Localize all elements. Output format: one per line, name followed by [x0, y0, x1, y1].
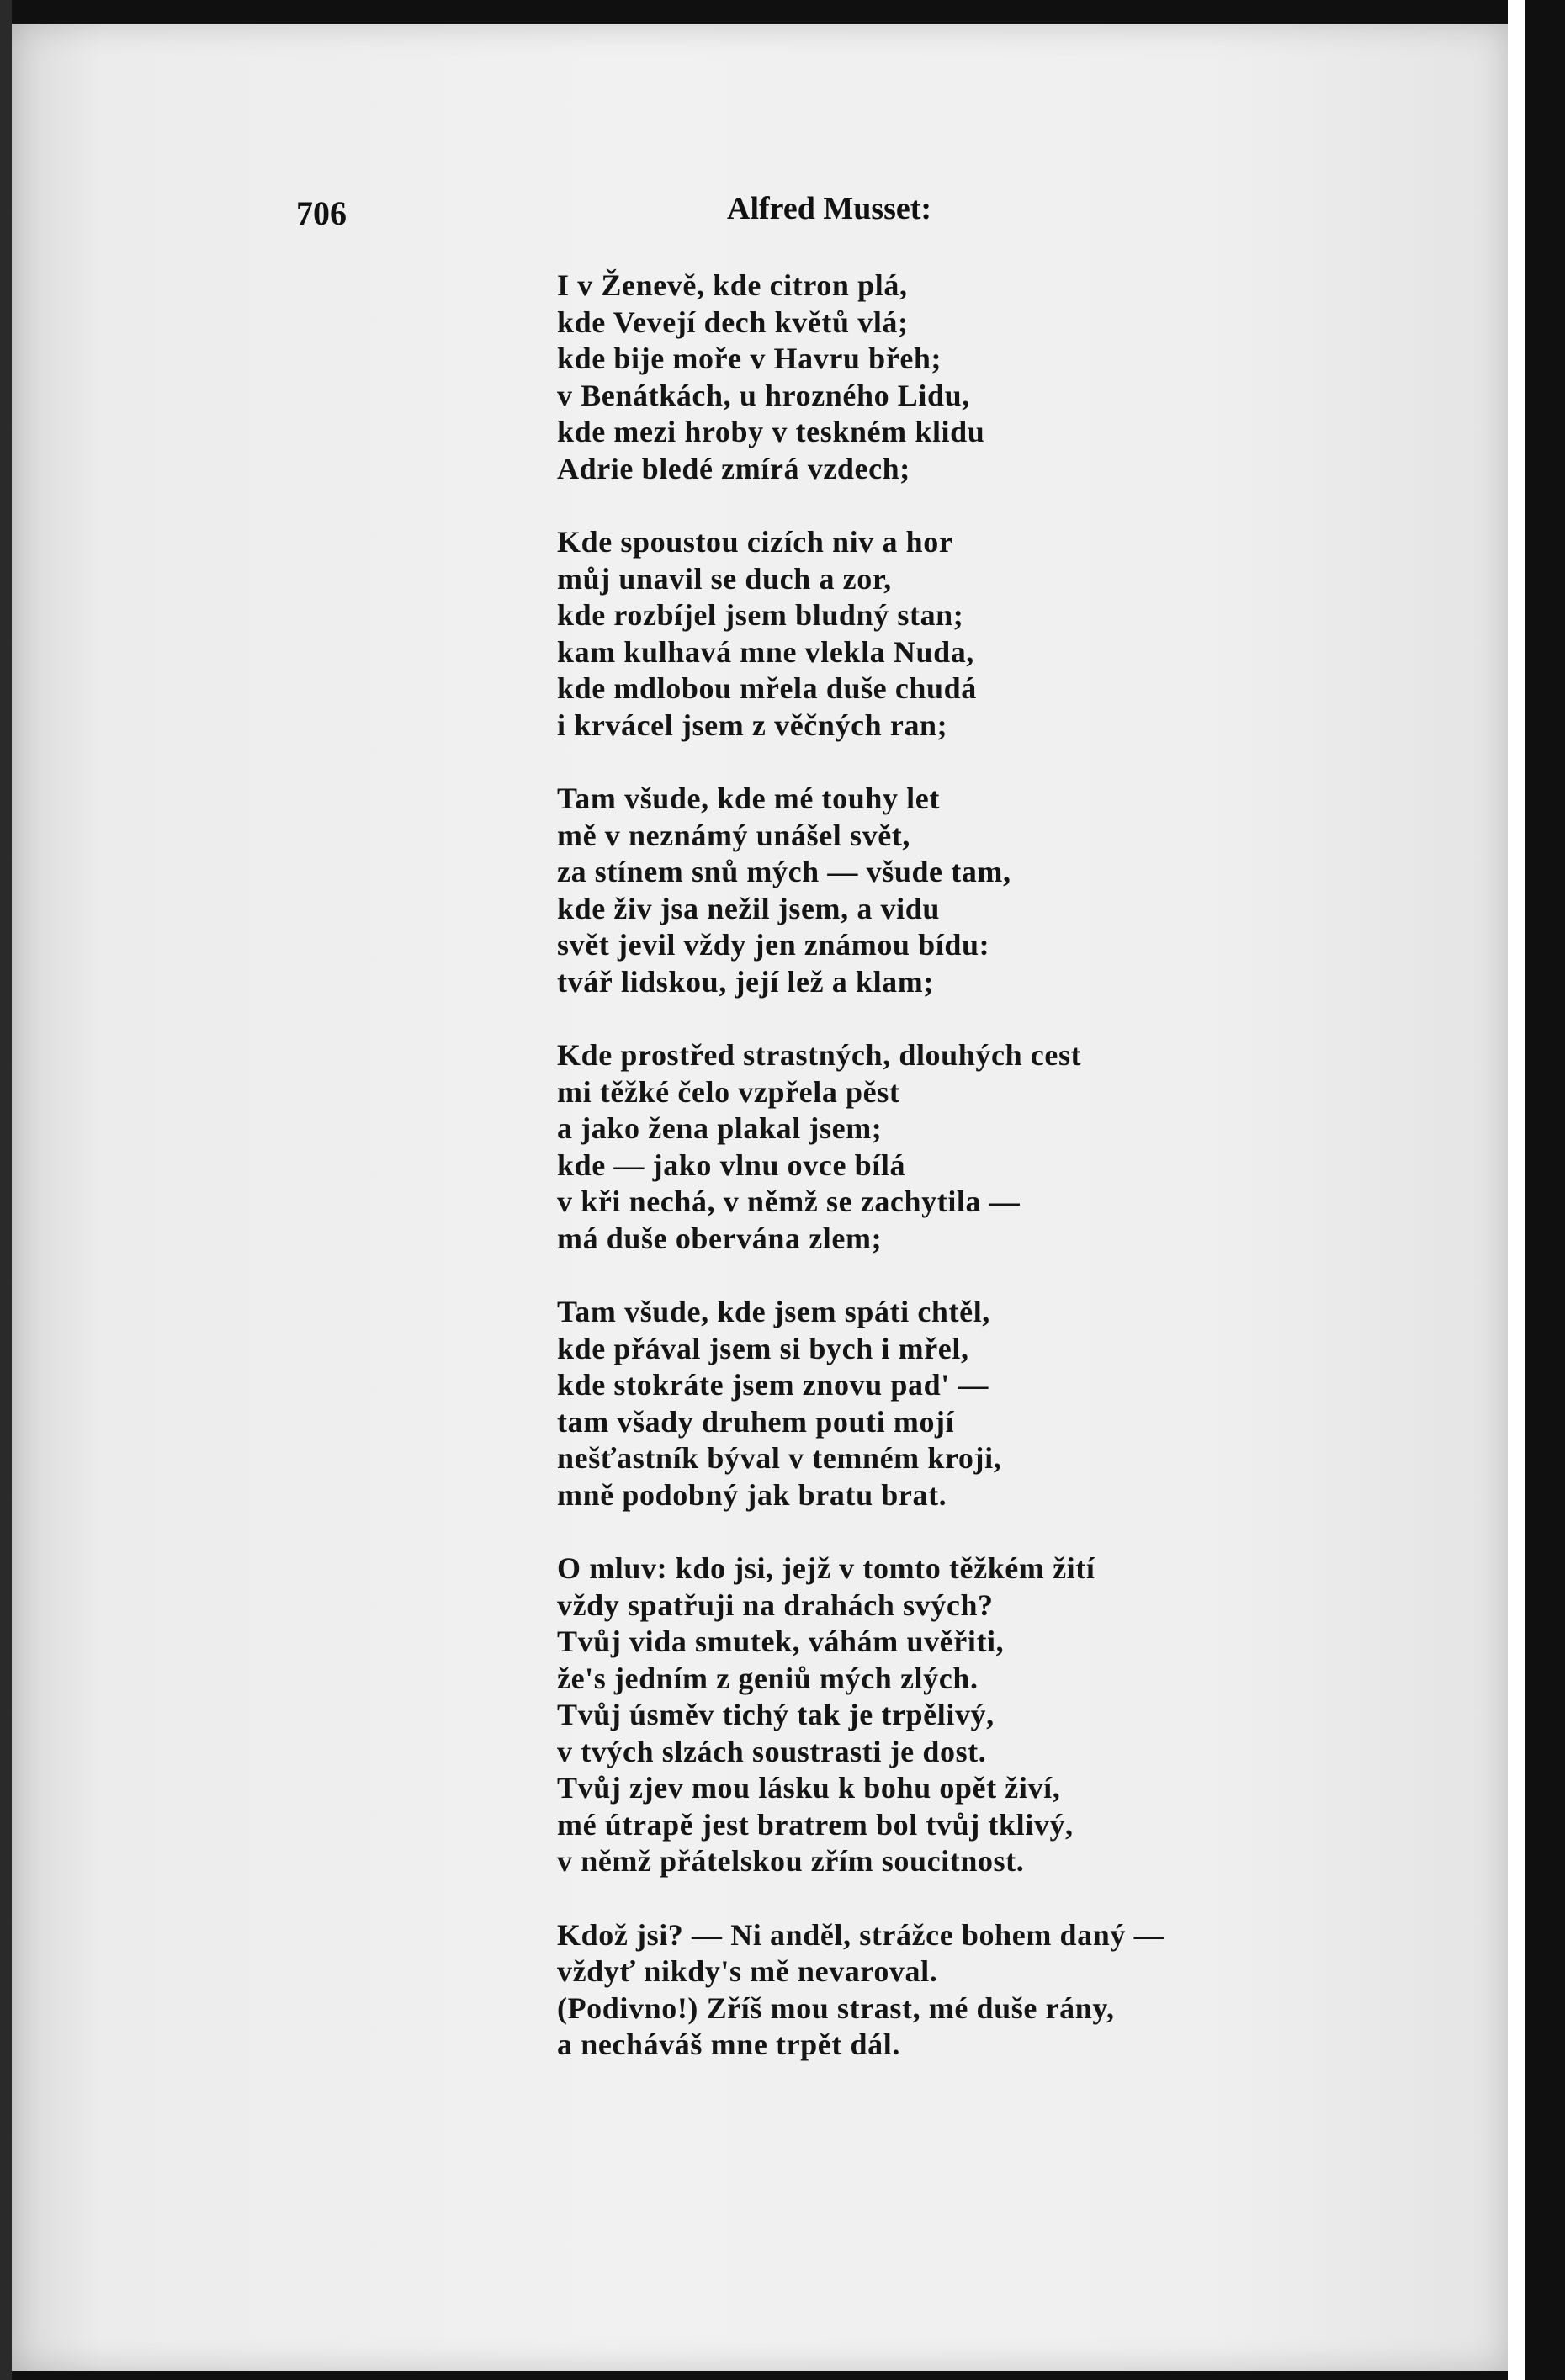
poem-line: kde bije moře v Havru břeh; — [557, 342, 942, 375]
poem-line: mě v neznámý unášel svět, — [557, 818, 910, 852]
poem-line: Tvůj vida smutek, váhám uvěřiti, — [557, 1625, 1005, 1658]
poem-line: kde stokráte jsem znovu pad' — — [557, 1368, 989, 1402]
poem-line: Kde spoustou cizích niv a hor — [557, 525, 953, 559]
stanza-3 — [557, 781, 1314, 1000]
poem-text — [557, 268, 1314, 2101]
stanza-6 — [557, 1550, 1314, 1880]
poem-line: kde — jako vlnu ovce bílá — [557, 1148, 906, 1182]
poem-line: i krvácel jsem z věčných ran; — [557, 708, 948, 742]
poem-line: O mluv: kdo jsi, jejž v tomto těžkém žití — [557, 1551, 1096, 1585]
poem-line: I v Ženevě, kde citron plá, — [557, 268, 908, 302]
poem-line: vždy spatřuji na drahách svých? — [557, 1588, 994, 1622]
poem-line: v Benátkách, u hrozného Lidu, — [557, 378, 970, 412]
poem-line: kde mdlobou mřela duše chudá — [557, 671, 977, 705]
poem-line: má duše obervána zlem; — [557, 1221, 883, 1255]
poem-line: kde Vevejí dech květů vlá; — [557, 305, 909, 339]
poem-line: Tvůj úsměv tichý tak je trpělivý, — [557, 1698, 995, 1731]
poem-line: Tam všude, kde jsem spáti chtěl, — [557, 1295, 990, 1328]
poem-line: mi těžké čelo vzpřela pěst — [557, 1074, 900, 1109]
poem-line: Tvůj zjev mou lásku k bohu opět živí, — [557, 1771, 1061, 1805]
poem-line: že's jedním z geniů mých zlých. — [557, 1661, 979, 1695]
page-edge — [1508, 0, 1525, 2380]
poem-line: za stínem snů mých — všude tam, — [557, 855, 1011, 888]
poem-line: svět jevil vždy jen známou bídu: — [557, 928, 990, 962]
stanza-7 — [557, 1917, 1314, 2064]
running-head: Alfred Musset: — [727, 191, 932, 226]
poem-line: tvář lidskou, její lež a klam; — [557, 964, 934, 999]
poem-line: v kři nechá, v němž se zachytila — — [557, 1185, 1021, 1218]
poem-line: v němž přátelskou zřím soucitnost. — [557, 1844, 1025, 1878]
poem-line: (Podivno!) Zříš mou strast, mé duše rány, — [557, 1990, 1115, 2025]
poem-line: můj unavil se duch a zor, — [557, 561, 892, 596]
binding-shadow — [0, 0, 12, 2380]
poem-line: kam kulhavá mne vlekla Nuda, — [557, 634, 974, 669]
poem-line: kde rozbíjel jsem bludný stan; — [557, 598, 964, 632]
poem-line: a jako žena plakal jsem; — [557, 1111, 883, 1145]
poem-line: Kde prostřed strastných, dlouhých cest — [557, 1038, 1082, 1072]
poem-line: tam všady druhem pouti mojí — [557, 1404, 955, 1439]
poem-line: Tam všude, kde mé touhy let — [557, 782, 940, 815]
poem-line: mně podobný jak bratu brat. — [557, 1477, 947, 1512]
stanza-5 — [557, 1294, 1314, 1513]
poem-line: Kdož jsi? — Ni anděl, strážce bohem daný — — [557, 1917, 1165, 1952]
poem-line: kde živ jsa nežil jsem, a vidu — [557, 891, 940, 925]
stanza-2 — [557, 524, 1314, 744]
poem-line: vždyť nikdy's mě nevaroval. — [557, 1954, 938, 1988]
page-header — [296, 193, 1222, 244]
poem-line: mé útrapě jest bratrem bol tvůj tklivý, — [557, 1807, 1074, 1842]
poem-line: kde přával jsem si bych i mřel, — [557, 1331, 969, 1365]
stanza-4 — [557, 1037, 1314, 1257]
poem-line: kde mezi hroby v teskném klidu — [557, 415, 985, 448]
poem-line: a necháváš mne trpět dál. — [557, 2028, 900, 2061]
page-number: 706 — [296, 194, 347, 232]
poem-line: Adrie bledé zmírá vzdech; — [557, 451, 910, 485]
poem-line: v tvých slzách soustrasti je dost. — [557, 1734, 987, 1768]
poem-line: nešťastník býval v temném kroji, — [557, 1441, 1002, 1475]
stanza-1 — [557, 268, 1314, 487]
